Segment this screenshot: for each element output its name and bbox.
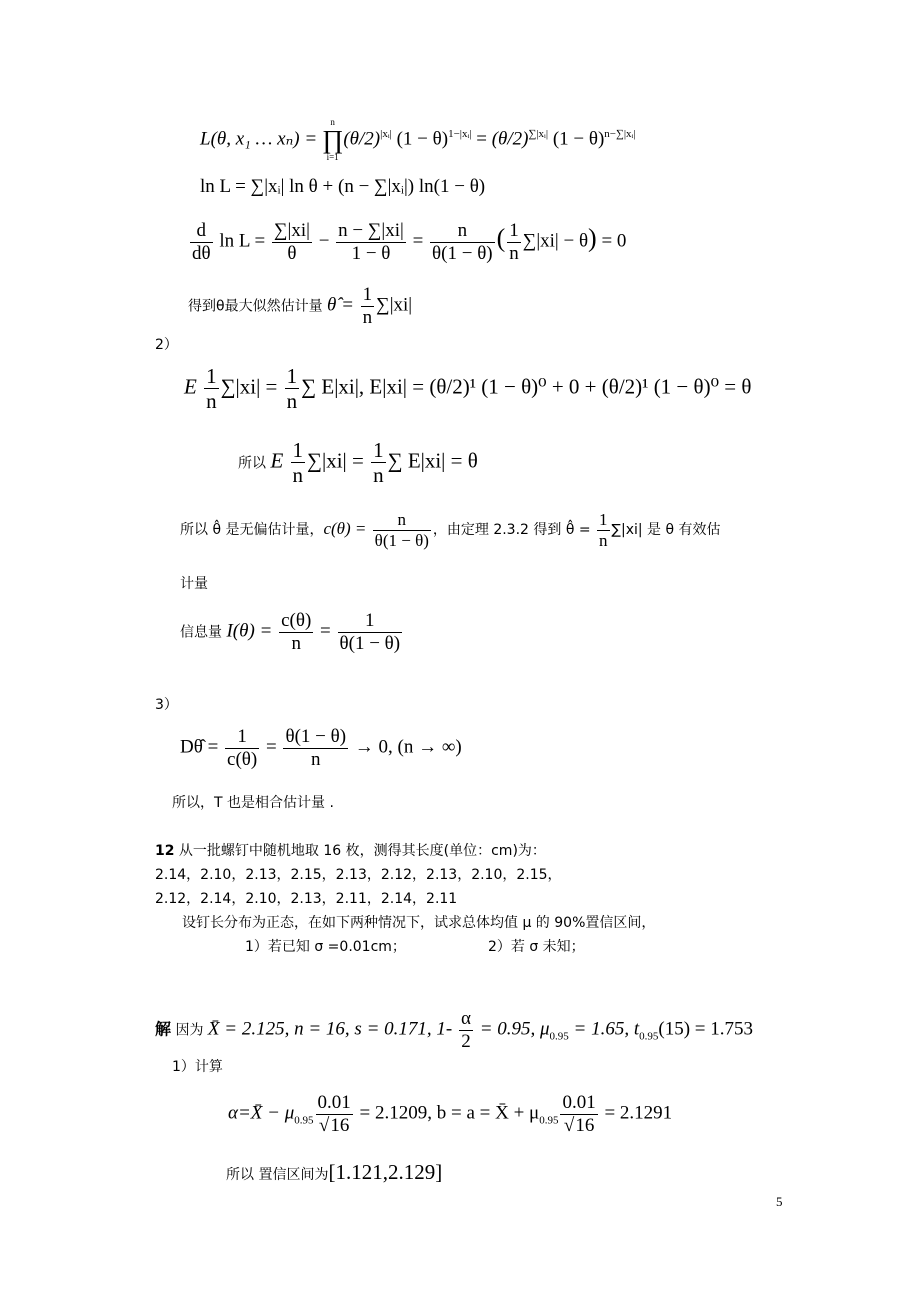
problem-number: 12	[155, 843, 175, 859]
fraction: $\frac{1}{c(\theta)}$	[227, 726, 258, 770]
page-number: 5	[776, 1194, 783, 1209]
section-label-3: 3）	[155, 697, 178, 713]
section-label-2: 2）	[155, 337, 178, 353]
equation-log-likelihood: ln L = ∑|xᵢ| ln θ + (n − ∑|xᵢ|) ln(1 − θ)	[200, 176, 486, 197]
problem-12-line1: 12 从一批螺钉中随机地取 16 枚，测得其长度(单位：cm)为：	[155, 843, 546, 859]
equation-so-expectation: 所以 E $\frac{1}{n}$ ∑|xi| = $\frac{1}{n}$ ∑ E|xi| = θ	[238, 438, 478, 488]
information-statement: 信息量 I(θ) = $\frac{c(\theta)}{n}$ = $\frac{1}{\theta(1 - \theta)}$	[180, 610, 401, 654]
fraction: $\frac{n}{\theta(1 - \theta)}$	[432, 220, 493, 264]
equation-derivative: $\frac{d}{d\theta}$ ln L = $\frac{\sum|xi|}{\theta}$ − $\frac{n - \sum|xi|}{1 - \theta}$ = $\frac{n}{\theta(1 - \theta)}$ ( $\frac{1}{n}$ ∑|xi| − θ) = 0	[192, 220, 627, 264]
calc-label: 1）计算	[172, 1059, 223, 1075]
fraction: $\frac{c(\theta)}{n}$	[281, 610, 312, 654]
equation-expectation: E $\frac{1}{n}$ ∑|xi| = $\frac{1}{n}$ ∑ E|xi|, E|xi| = (θ/2)¹ (1 − θ)⁰ + 0 + (θ/2)¹ (1 − θ)⁰ = θ	[184, 364, 752, 414]
fraction: $\frac{1}{n}$	[206, 364, 217, 414]
consistent-statement: 所以，T 也是相合估计量 .	[172, 795, 334, 811]
equation-likelihood: L(θ, x₁ … xₙ) = n ∏ i=1 $(\theta/2)^{|xᵢ|}$ $(1 - \theta)^{1-|xᵢ|} = (\theta/2)^{\sum|xᵢ|}$ $(1 - \theta)^{n-\sum|xᵢ|}$	[200, 117, 636, 162]
problem-12-case2: 2）若 σ 未知；	[488, 939, 585, 955]
solution-label: 解	[155, 1019, 172, 1039]
product-symbol: n ∏ i=1	[321, 117, 344, 162]
fraction: $\frac{d}{d\theta}$	[192, 220, 211, 264]
fraction: $\frac{0.01}{√16}$	[562, 1092, 596, 1136]
fraction: $\frac{\sum|xi|}{\theta}$	[274, 220, 310, 264]
equation-variance: Dθ̂ = $\frac{1}{c(\theta)}$ = $\frac{\theta(1 - \theta)}{n}$ → 0, (n → ∞)	[180, 726, 462, 770]
problem-12-case1: 1）若已知 σ =0.01cm；	[245, 939, 406, 955]
interval-value: [1.121,2.129]	[328, 1160, 443, 1184]
fraction: $\frac{0.01}{√16}$	[317, 1092, 351, 1136]
fraction: $\frac{1}{n}$	[362, 284, 373, 328]
fraction: $\frac{1}{n}$	[509, 220, 519, 264]
unbiased-statement-cont: 计量	[180, 576, 208, 592]
equation-interval-bounds: α=X̄ − $\mu_{0.95}$ $\frac{0.01}{√16}$ = 2.1209, b = a = X̄ + $\mu_{0.95}$ $\frac{0.01}{√16}$ = 2.1291	[228, 1092, 673, 1136]
fraction: $\frac{\theta(1 - \theta)}{n}$	[285, 726, 347, 770]
mle-statement: 得到θ最大似然估计量 θ̂ = $\frac{1}{n}$ ∑|xi|	[188, 284, 413, 328]
problem-12-line2: 2.14，2.10，2.13，2.15，2.13，2.12，2.13，2.10，2.15，	[155, 867, 562, 883]
fraction: $\frac{\alpha}{2}$	[460, 1008, 471, 1052]
fraction: $\frac{n - \sum|xi|}{1 - \theta}$	[338, 220, 404, 264]
confidence-interval: 所以 置信区间为[1.121,2.129]	[226, 1160, 443, 1184]
fraction: $\frac{1}{n}$	[292, 438, 304, 488]
solution-line: 解 因为 X̄ = 2.125, n = 16, s = 0.171, 1- $\frac{\alpha}{2}$ = 0.95, $\mu_{0.95} = 1.65$, $t_{0.95}(15) = 1.753$	[155, 1008, 754, 1052]
problem-12-line3: 2.12，2.14，2.10，2.13，2.11，2.14，2.11	[155, 891, 458, 907]
fraction: $\frac{1}{n}$	[373, 438, 384, 488]
fraction: $\frac{1}{\theta(1 - \theta)}$	[339, 610, 401, 654]
unbiased-statement: 所以 θ̂ 是无偏估计量，c(θ) = $\frac{n}{\theta(1 - \theta)}$ ，由定理 2.3.2 得到 θ̂ = $\frac{1}{n}$ ∑|xi| 是 θ 有效估	[180, 510, 721, 550]
problem-12-line4: 设钉长分布为正态，在如下两种情况下，试求总体均值 μ 的 90%置信区间，	[182, 915, 656, 931]
fraction: $\frac{1}{n}$	[286, 364, 298, 414]
fraction: $\frac{1}{n}$	[599, 510, 608, 550]
fraction: $\frac{n}{\theta(1 - \theta)}$	[374, 510, 429, 550]
